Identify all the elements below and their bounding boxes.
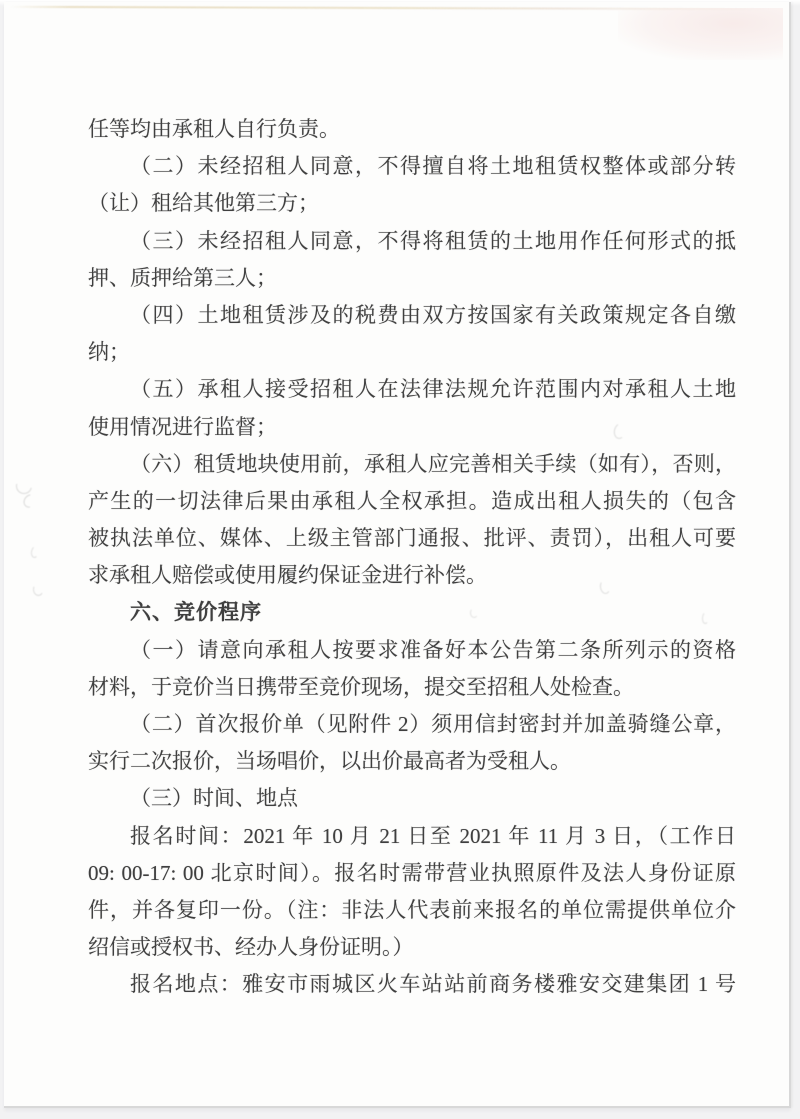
section-heading: 六、竞价程序: [130, 601, 262, 625]
text-line: 报名时间：2021 年 10 月 21 日至 2021 年 11 月 3 日，（工作日: [130, 823, 736, 848]
scan-artifact: [610, 502, 614, 507]
text-line: （三）未经招租人同意，不得将租赁的土地用作任何形式的抵: [130, 228, 736, 253]
text-line: 纳；: [88, 340, 130, 365]
text-line: （二）首次报价单（见附件 2）须用信封密封并加盖骑缝公章，: [130, 712, 736, 736]
text-line: 实行二次报价，当场唱价，以出价最高者为受租人。: [88, 749, 571, 774]
text-line: 材料，于竞价当日携带至竞价现场，提交至招租人处检查。: [88, 674, 634, 699]
text-line: （二）未经招租人同意，不得擅自将土地租赁权整体或部分转: [130, 154, 736, 179]
text-line: 绍信或授权书、经办人身份证明。）: [88, 935, 414, 960]
text-line: 使用情况进行监督；: [88, 414, 277, 439]
text-line: （六）租赁地块使用前，承租人应完善相关手续（如有），否则，: [130, 451, 736, 476]
scan-top-edge-line: [10, 6, 770, 10]
text-line: 报名地点：雅安市雨城区火车站站前商务楼雅安交建集团 1 号: [130, 972, 736, 997]
text-line: 押、质押给第三人；: [88, 265, 277, 290]
scan-artifact: [32, 583, 45, 597]
text-line: （四）土地租赁涉及的税费由双方按国家有关政策规定各自缴: [130, 302, 736, 327]
text-line: （让）租给其他第三方；: [88, 191, 319, 216]
text-line: 任等均由承租人自行负责。: [88, 117, 340, 141]
text-line: 09: 00-17: 00 北京时间）。报名时需带营业执照原件及法人身份证原: [88, 860, 736, 885]
scan-pink-tint: [618, 8, 783, 60]
document-text-block: [88, 111, 736, 1004]
scan-artifact: [316, 490, 319, 494]
text-line: 被执法单位、媒体、上级主管部门通报、批评、责罚），出租人可要: [88, 526, 736, 551]
text-line: （三）时间、地点: [130, 786, 298, 811]
text-line: 件，并各复印一份。（注：非法人代表前来报名的单位需提供单位介: [88, 897, 736, 922]
text-line: 求承租人赔偿或使用履约保证金进行补偿。: [88, 563, 487, 588]
scan-artifact: [21, 492, 39, 510]
text-line: 产生的一切法律后果由承租人全权承担。造成出租人损失的（包含: [88, 488, 736, 513]
scan-artifact: [30, 545, 40, 558]
text-line: （五）承租人接受招租人在法律法规允许范围内对承租人土地: [130, 377, 736, 402]
document-page: [4, 2, 791, 1108]
text-line: （一）请意向承租人按要求准备好本公告第二条所列示的资格: [130, 637, 736, 662]
